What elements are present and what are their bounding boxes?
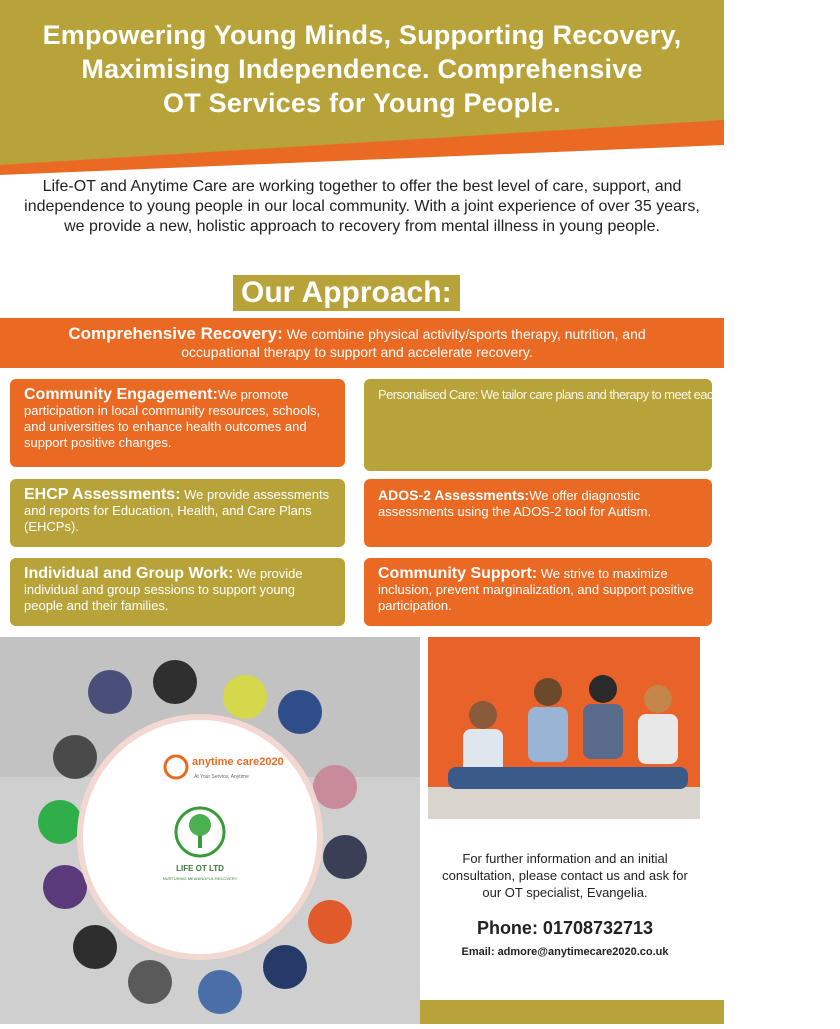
card-text: We provide individual and group sessions to support young people and their families. [24,566,303,613]
banner-text: We combine physical activity/sports therapy, nutrition, and occupational therapy to support and accelerate recovery. [181,326,646,360]
banner-title: Comprehensive Recovery: [68,324,283,343]
phone-number[interactable]: Phone: 01708732713 [476,918,654,938]
email-address[interactable]: Email: admore@anytimecare2020.co.uk [461,946,669,958]
card-title: EHCP Assessments: [24,486,181,503]
card-text: We offer diagnostic assessments using the ADOS-2 tool for Autism. [378,488,652,519]
card-text: We promote participation in local community resources, schools, and universities to enhance health outcomes and support positive changes. [24,387,321,450]
card-title: Community Engagement: [24,386,218,403]
overlapping-text-card [364,379,840,471]
card-title: ADOS-2 Assessments: [378,487,530,503]
comprehensive-recovery-banner [0,318,724,368]
teens-illustration [428,637,700,819]
card-text: Personalised Care: We tailor care plans and therapy to meet each young person's needs. [378,387,840,402]
teens-photo [428,637,700,819]
group-circle-photo [0,637,420,1024]
community-engagement-card [10,379,345,467]
life-ot-tagline: NURTURING MEANINGFUL RECOVERY [162,876,238,881]
card-title: Community Support: [378,565,538,582]
intro-paragraph: Life-OT and Anytime Care are working together to offer the best level of care, support, and independence to young people in our local community. With a joint experience of over 35 years, we provide a new, holistic approach to recovery from mental illness in young people. [24,178,700,235]
life-ot-logo: LIFE OT LTD [176,864,224,873]
card-title: Individual and Group Work: [24,565,234,582]
bottom-accent-strip [420,1000,724,1024]
contact-info-text: For further information and an initial consultation, please contact us and ask for our OT specialist, Evangelia. [442,851,688,900]
individual-group-card [10,558,345,626]
anytime-care-tagline: At Your Service, Anytime [194,774,249,780]
group-circle-illustration [0,637,420,1024]
community-support-card [364,558,712,626]
anytime-care-logo: anytime care2020 [192,756,284,768]
header-banner [0,0,724,175]
approach-heading: Our Approach: [233,275,460,311]
card-text: We strive to maximize inclusion, prevent marginalization, and support positive participation. [378,566,694,613]
ehcp-assessments-card [10,479,345,547]
card-text: We provide assessments and reports for Education, Health, and Care Plans (EHCPs). [24,487,330,534]
page-title: Empowering Young Minds, Supporting Recovery, Maximising Independence. Comprehensive OT Services for Young People. [42,20,682,118]
ados-assessments-card [364,479,712,547]
